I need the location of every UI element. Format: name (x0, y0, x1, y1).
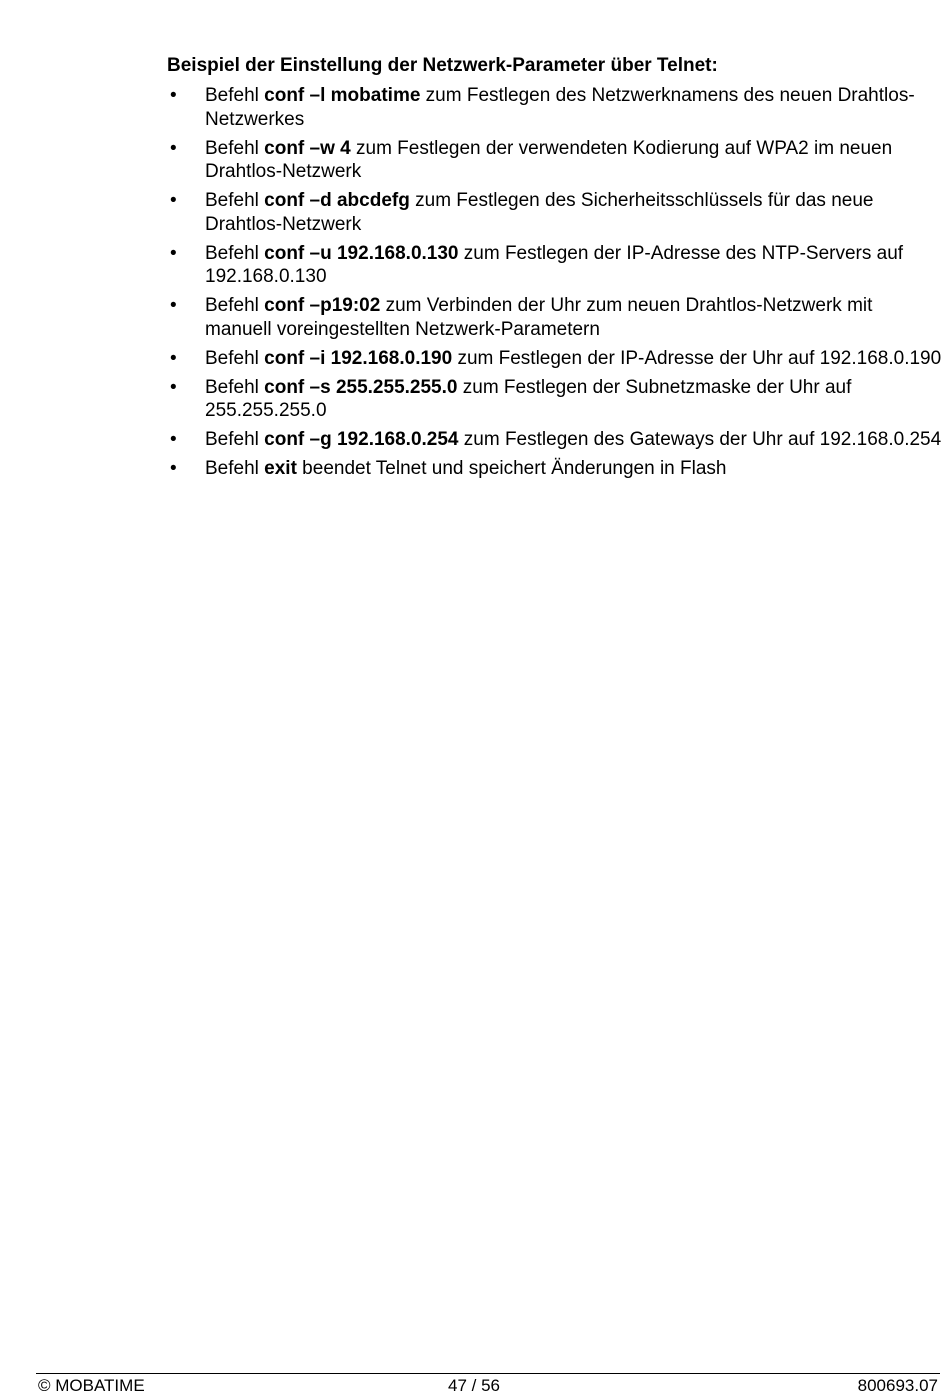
item-prefix: Befehl (205, 85, 265, 106)
list-item (167, 428, 942, 452)
list-item (167, 376, 942, 423)
bullet-icon: • (170, 376, 177, 398)
item-prefix: Befehl (205, 376, 265, 398)
item-prefix: Befehl (205, 242, 265, 264)
list-item (167, 347, 942, 371)
item-description: zum Festlegen der IP-Adresse der Uhr auf 192.168.0.190 (452, 347, 942, 369)
list-item (167, 294, 942, 341)
item-description: zum Verbinden der Uhr zum neuen Drahtlos-Netzwerk mit manuell voreingestellten Netzwerk-Parametern (205, 295, 873, 340)
bullet-icon: • (170, 242, 177, 264)
item-description: zum Festlegen des Netzwerknamens des neuen Drahtlos-Netzwerkes (205, 85, 915, 130)
list-item (167, 137, 942, 184)
item-description: beendet Telnet und speichert Änderungen in Flash (296, 458, 727, 479)
item-description: zum Festlegen des Gateways der Uhr auf 192.168.0.254 (458, 429, 942, 450)
bullet-icon: • (170, 190, 177, 211)
footer-doc-number: 800693.07 (857, 1376, 938, 1395)
section-heading: Beispiel der Einstellung der Netzwerk-Parameter über Telnet: (167, 55, 718, 76)
item-description: zum Festlegen der IP-Adresse des NTP-Servers auf 192.168.0.130 (205, 242, 904, 287)
item-prefix: Befehl (205, 429, 265, 450)
bullet-icon: • (170, 458, 177, 479)
list-item (167, 457, 942, 481)
footer-page-number: 47 / 56 (448, 1376, 500, 1395)
bullet-icon: • (170, 347, 177, 369)
item-description: zum Festlegen der verwendeten Kodierung auf WPA2 im neuen Drahtlos-Netzwerk (205, 137, 893, 182)
command-text: conf –p19:02 (264, 295, 381, 316)
item-prefix: Befehl (205, 347, 265, 369)
item-prefix: Befehl (205, 295, 265, 316)
item-description: zum Festlegen der Subnetzmaske der Uhr auf 255.255.255.0 (205, 376, 852, 421)
list-item (167, 242, 942, 289)
bullet-icon: • (170, 295, 177, 316)
list-item (167, 84, 942, 131)
command-text: conf –i 192.168.0.190 (264, 347, 453, 369)
item-prefix: Befehl (205, 458, 265, 479)
command-text: conf –g 192.168.0.254 (264, 429, 459, 450)
command-list (167, 84, 942, 481)
item-prefix: Befehl (205, 190, 265, 211)
command-text: conf –s 255.255.255.0 (264, 376, 458, 398)
document-body (167, 54, 942, 486)
bullet-icon: • (170, 85, 177, 106)
item-description: zum Festlegen des Sicherheitsschlüssels für das neue Drahtlos-Netzwerk (205, 190, 874, 235)
bullet-icon: • (170, 429, 177, 450)
list-item (167, 189, 942, 236)
item-prefix: Befehl (205, 137, 265, 159)
command-text: conf –w 4 (264, 137, 351, 159)
command-text: conf –d abcdefg (264, 190, 410, 211)
footer-copyright: © MOBATIME (38, 1376, 145, 1395)
command-text: exit (264, 458, 297, 479)
command-text: conf –l mobatime (264, 85, 421, 106)
command-text: conf –u 192.168.0.130 (264, 242, 459, 264)
page-footer (36, 1373, 940, 1398)
bullet-icon: • (170, 137, 177, 159)
